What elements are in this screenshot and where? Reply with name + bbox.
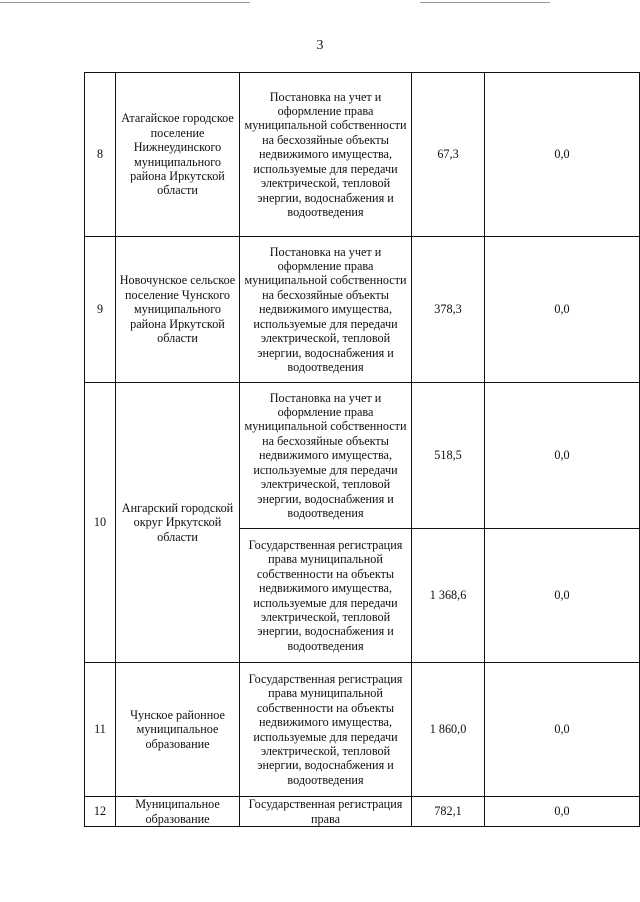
purpose-text: Государственная регистрация права	[240, 797, 412, 827]
row-number: 12	[85, 797, 116, 827]
purpose-text: Постановка на учет и оформление права муниципальной собственности на бесхозяйные объекты недвижимого имущества, используемые для передачи электрической, тепловой энергии, водоснабжения и водоотведения	[240, 237, 412, 383]
purpose-text: Постановка на учет и оформление права муниципальной собственности на бесхозяйные объекты недвижимого имущества, используемые для передачи электрической, тепловой энергии, водоснабжения и водоотведения	[240, 383, 412, 529]
table-row	[85, 383, 640, 529]
table-row	[85, 237, 640, 383]
table-row	[85, 797, 640, 827]
allocation-table	[84, 72, 640, 827]
purpose-text: Государственная регистрация права муниципальной собственности на объекты недвижимого имущества, используемые для передачи электрической, тепловой энергии, водоснабжения и водоотведения	[240, 529, 412, 663]
municipality-name: Муниципальное образование	[116, 797, 240, 827]
amount-value: 67,3	[412, 73, 485, 237]
table-row	[85, 73, 640, 237]
municipality-name: Новочунское сельское поселение Чунского муниципального района Иркутской области	[116, 237, 240, 383]
page-number: 3	[316, 38, 324, 53]
second-value: 0,0	[485, 529, 640, 663]
table-row	[85, 663, 640, 797]
row-number: 10	[85, 383, 116, 663]
second-value: 0,0	[485, 663, 640, 797]
second-value: 0,0	[485, 73, 640, 237]
scan-edge-line-right	[420, 2, 550, 3]
purpose-text: Постановка на учет и оформление права муниципальной собственности на бесхозяйные объекты недвижимого имущества, используемые для передачи электрической, тепловой энергии, водоснабжения и водоотведения	[240, 73, 412, 237]
amount-value: 1 368,6	[412, 529, 485, 663]
row-number: 8	[85, 73, 116, 237]
amount-value: 518,5	[412, 383, 485, 529]
row-number: 11	[85, 663, 116, 797]
municipality-name: Чунское районное муниципальное образование	[116, 663, 240, 797]
amount-value: 1 860,0	[412, 663, 485, 797]
scan-edge-line-left	[0, 2, 250, 3]
municipality-name: Ангарский городской округ Иркутской области	[116, 383, 240, 663]
second-value: 0,0	[485, 237, 640, 383]
municipality-name: Атагайское городское поселение Нижнеудинского муниципального района Иркутской области	[116, 73, 240, 237]
row-number: 9	[85, 237, 116, 383]
purpose-text: Государственная регистрация права муниципальной собственности на объекты недвижимого имущества, используемые для передачи электрической, тепловой энергии, водоснабжения и водоотведения	[240, 663, 412, 797]
amount-value: 782,1	[412, 797, 485, 827]
second-value: 0,0	[485, 797, 640, 827]
amount-value: 378,3	[412, 237, 485, 383]
second-value: 0,0	[485, 383, 640, 529]
